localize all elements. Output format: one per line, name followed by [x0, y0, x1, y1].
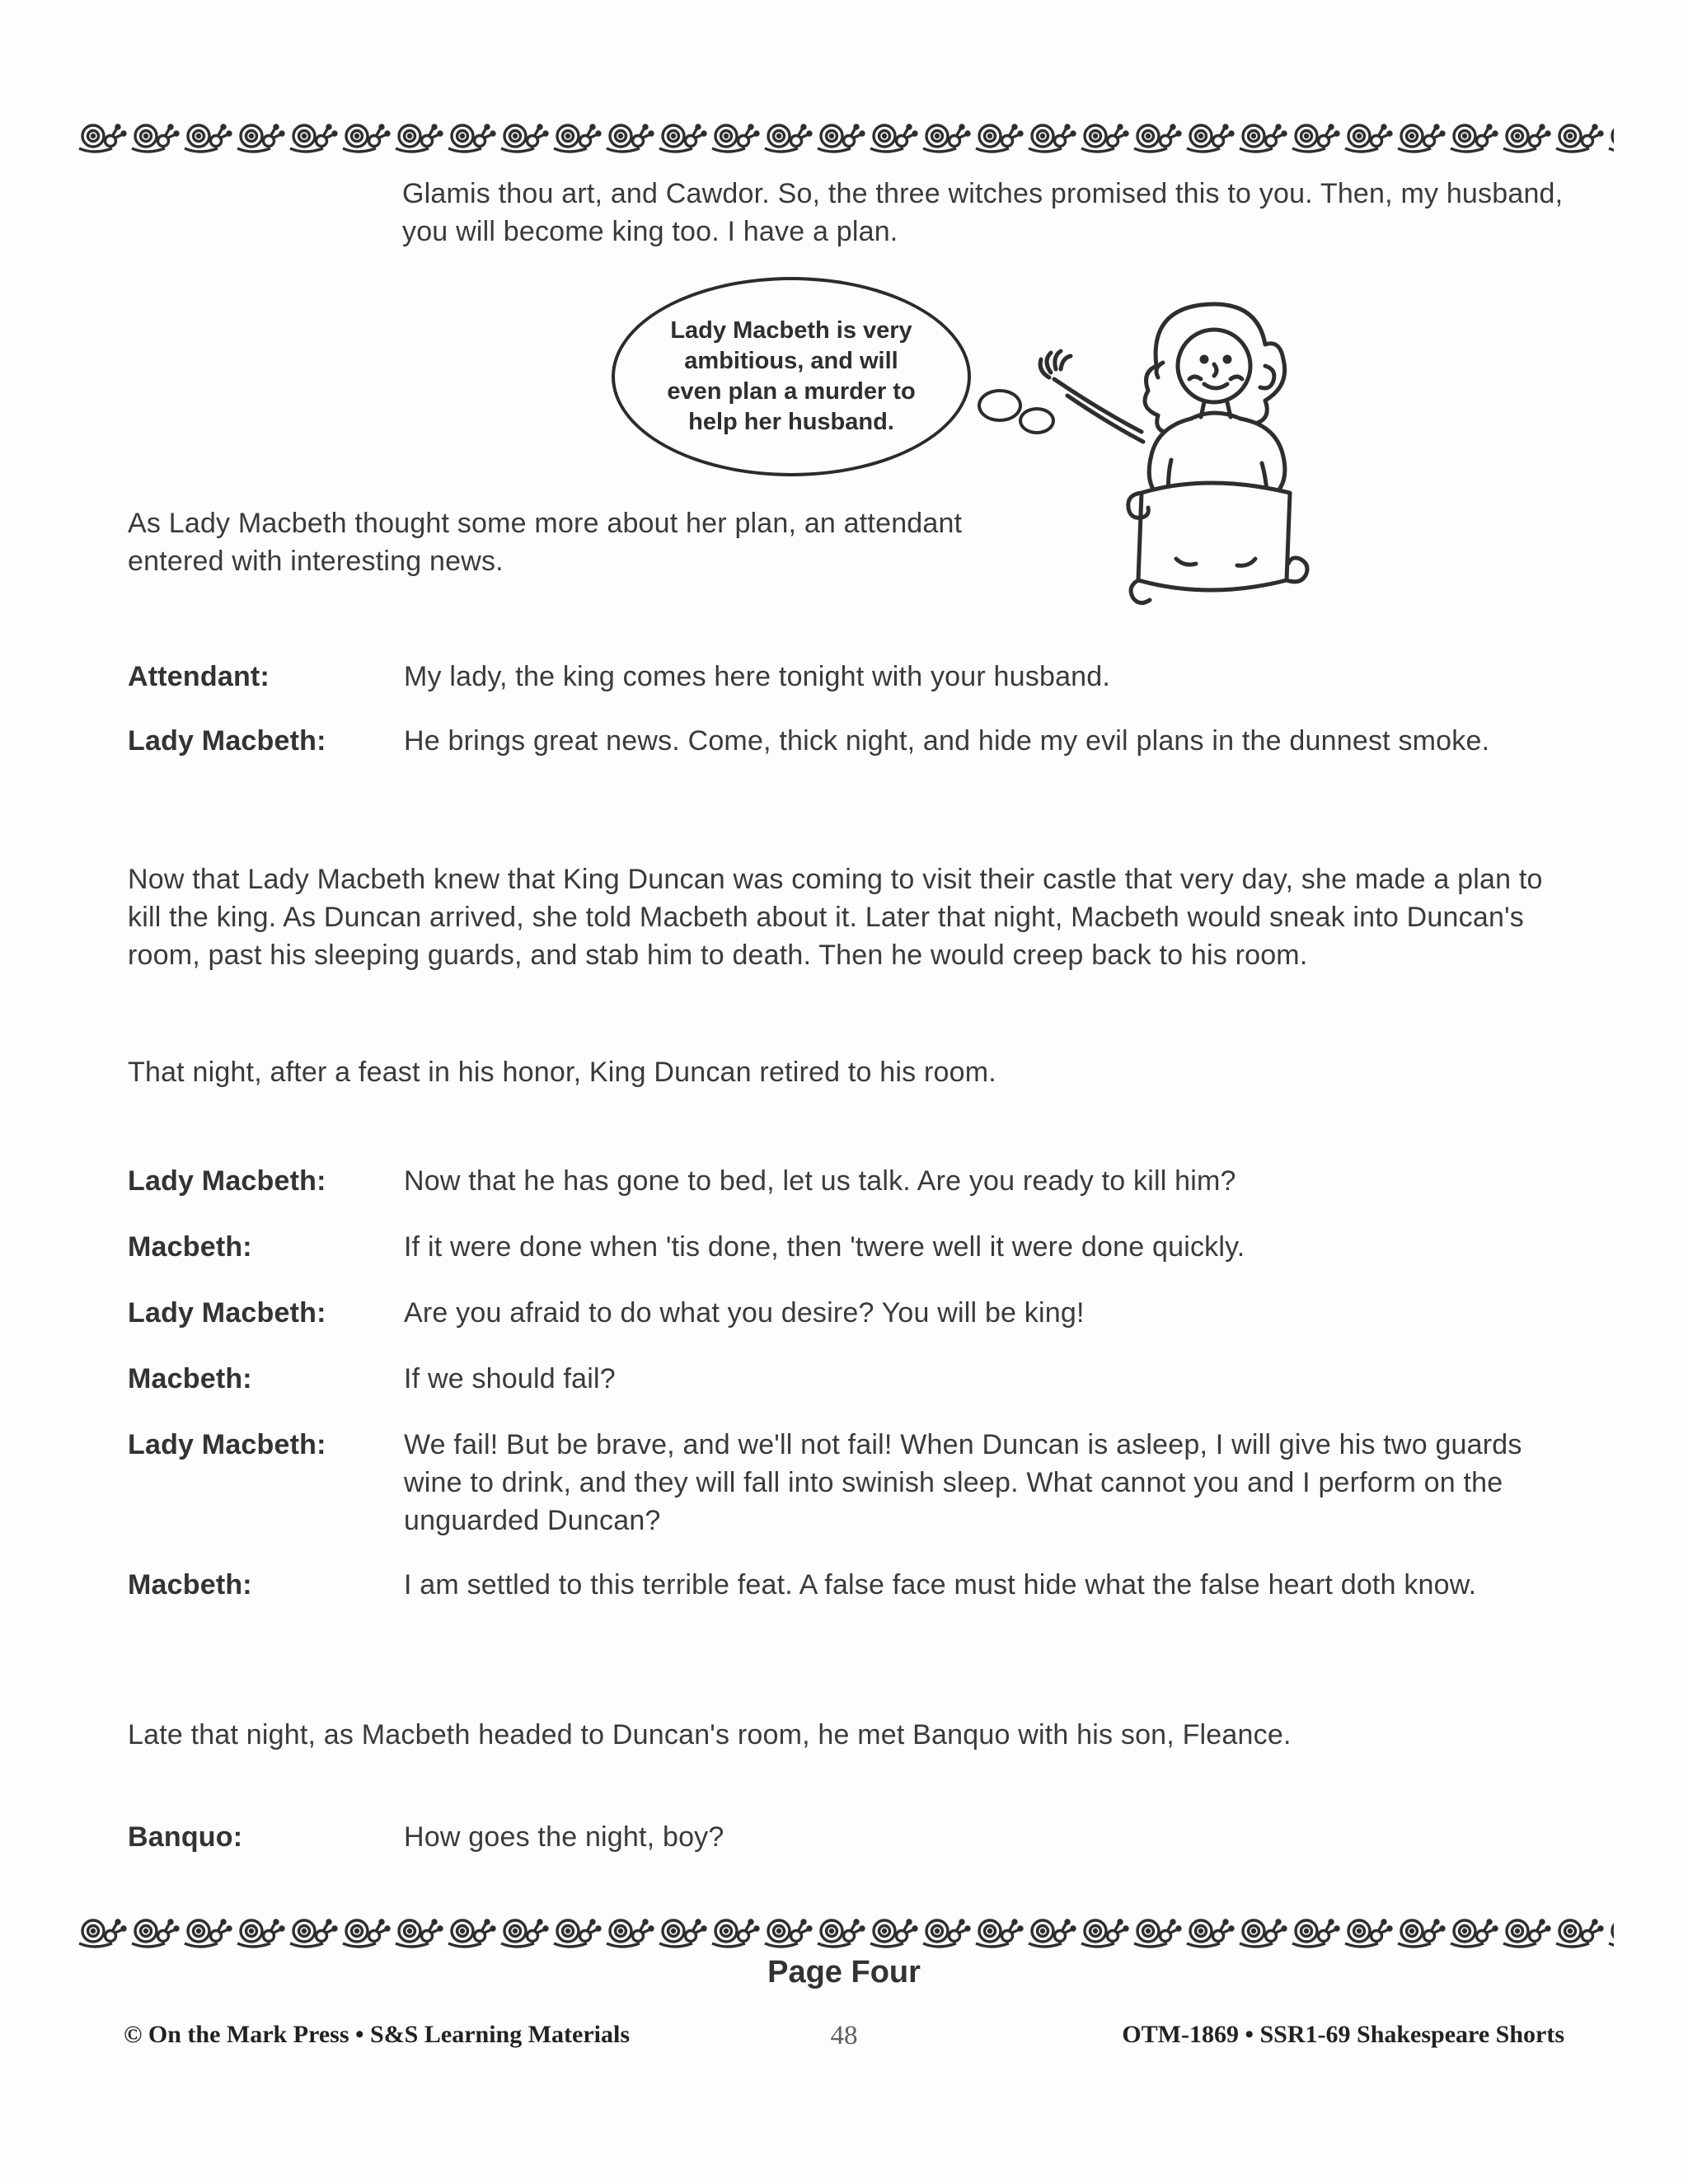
dialogue-row	[128, 1426, 1570, 1540]
character-reading-scroll-illustration	[1018, 287, 1364, 621]
footer-page-number: 48	[830, 2021, 858, 2050]
thought-bubble-text: Lady Macbeth is very ambitious, and will even plan a murder to help her husband.	[667, 317, 916, 435]
dialogue-row	[128, 1228, 1570, 1266]
narration-paragraph: As Lady Macbeth thought some more about her plan, an attendant entered with interesting news.	[128, 508, 963, 577]
speaker-label: Lady Macbeth:	[128, 725, 326, 757]
speaker-label: Macbeth:	[128, 1231, 252, 1263]
dialogue-row	[128, 1162, 1570, 1200]
speaker-label: Lady Macbeth:	[128, 1429, 326, 1460]
dialogue-line: Now that he has gone to bed, let us talk. Are you ready to kill him?	[404, 1165, 1236, 1197]
snail-ornament-strip	[74, 114, 1614, 157]
dialogue-line: If it were done when 'tis done, then 'twere well it were done quickly.	[404, 1231, 1245, 1263]
dialogue-line: Are you afraid to do what you desire? You will be king!	[404, 1297, 1085, 1329]
dialogue-row	[128, 1818, 1570, 1856]
bottom-snail-border	[74, 1909, 1614, 1952]
narration-paragraph: Late that night, as Macbeth headed to Duncan's room, he met Banquo with his son, Fleance.	[128, 1719, 1292, 1750]
dialogue-row	[128, 1566, 1570, 1604]
dialogue-row	[128, 1360, 1570, 1398]
dialogue-line: He brings great news. Come, thick night, and hide my evil plans in the dunnest smoke.	[404, 725, 1490, 757]
dialogue-line: How goes the night, boy?	[404, 1821, 724, 1853]
intro-dialogue-text: Glamis thou art, and Cawdor. So, the three witches promised this to you. Then, my husband, you will become king too. I have a plan.	[402, 178, 1564, 247]
speaker-label: Lady Macbeth:	[128, 1297, 326, 1329]
thought-trail-bubble-large	[978, 389, 1022, 422]
top-snail-border	[74, 114, 1614, 157]
dialogue-row	[128, 722, 1570, 760]
speaker-label: Macbeth:	[128, 1363, 252, 1394]
narration-paragraph: That night, after a feast in his honor, King Duncan retired to his room.	[128, 1057, 996, 1088]
page-label: Page Four	[767, 1955, 921, 1990]
footer-publisher: © On the Mark Press • S&S Learning Materials	[124, 2021, 630, 2048]
snail-ornament-strip	[74, 1909, 1614, 1952]
speaker-label: Attendant:	[128, 661, 270, 692]
page-footer	[0, 2021, 1688, 2070]
narration-paragraph: Now that Lady Macbeth knew that King Duncan was coming to visit their castle that very day, she made a plan to kill the king. As Duncan arrived, she told Macbeth about it. Later that night, Macbeth would sneak into Duncan's room, past his sleeping guards, and stab him to death. Then he would creep back to his room.	[128, 864, 1543, 971]
dialogue-line: We fail! But be brave, and we'll not fail! When Duncan is asleep, I will give his two guards wine to drink, and they will fall into swinish sleep. What cannot you and I perform on the unguarded Duncan?	[404, 1429, 1522, 1536]
dialogue-row	[128, 1294, 1570, 1332]
dialogue-line: My lady, the king comes here tonight with your husband.	[404, 661, 1111, 692]
speaker-label: Lady Macbeth:	[128, 1165, 326, 1197]
speaker-label: Banquo:	[128, 1821, 243, 1853]
dialogue-line: I am settled to this terrible feat. A false face must hide what the false heart doth know.	[404, 1569, 1477, 1601]
speaker-label: Macbeth:	[128, 1569, 252, 1601]
footer-product-code: OTM-1869 • SSR1-69 Shakespeare Shorts	[1122, 2021, 1564, 2048]
dialogue-row	[128, 658, 1570, 696]
thought-bubble	[612, 277, 971, 476]
dialogue-line: If we should fail?	[404, 1363, 616, 1394]
